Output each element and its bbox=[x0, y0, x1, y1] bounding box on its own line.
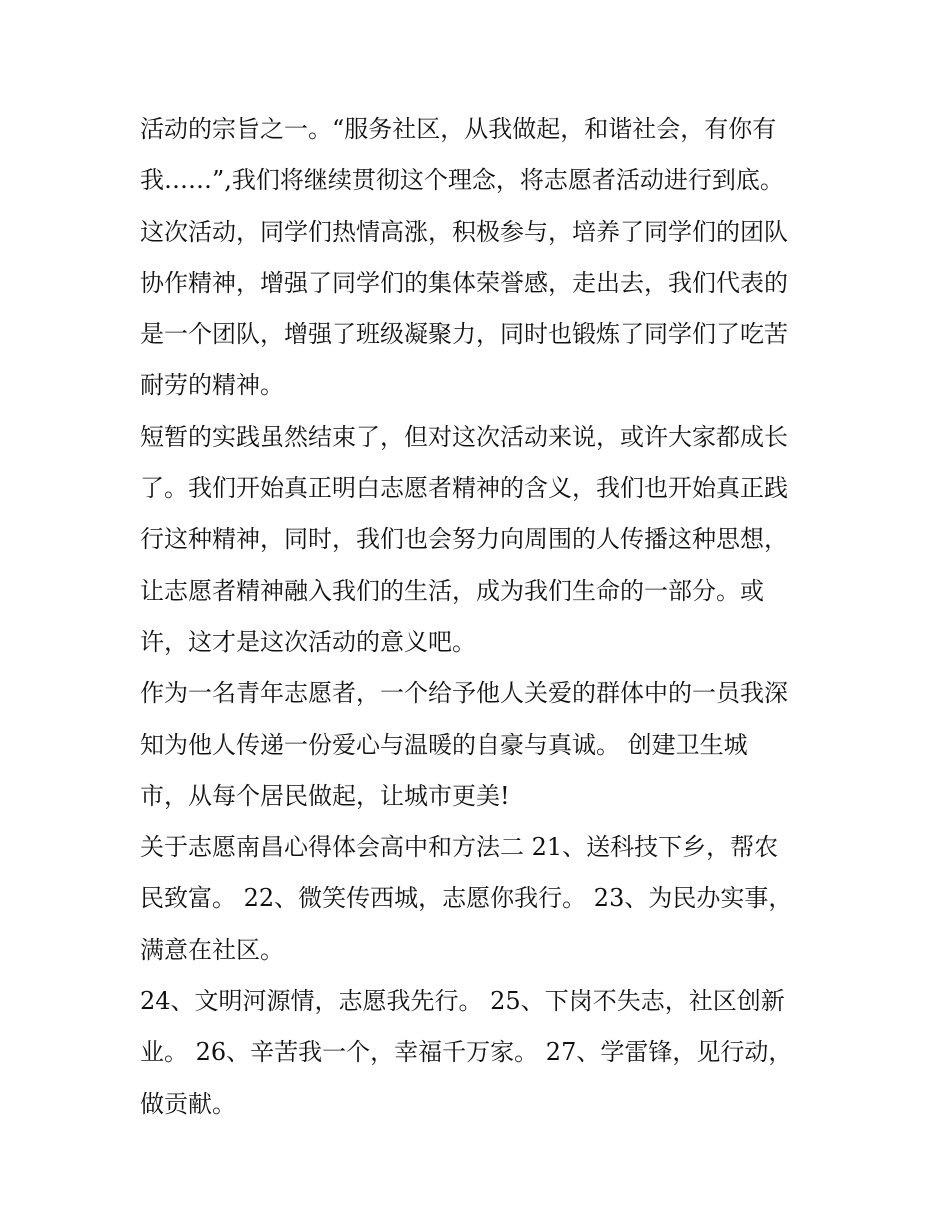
text-line: 许，这才是这次活动的意义吧。 bbox=[140, 627, 476, 656]
text-line: 知为他人传递一份爱心与温暖的自豪与真诚。 创建卫生城 bbox=[140, 730, 748, 759]
text-line: 这次活动，同学们热情高涨，积极参与，培养了同学们的团队 bbox=[140, 217, 788, 246]
text-line: 满意在社区。 bbox=[140, 935, 284, 964]
text-line: 关于志愿南昌心得体会高中和方法二 21、送科技下乡，帮农 bbox=[140, 833, 779, 862]
text-line: 耐劳的精神。 bbox=[140, 371, 284, 400]
text-line: 协作精神，增强了同学们的集体荣誉感，走出去，我们代表的 bbox=[140, 268, 788, 297]
text-line: 我……”,我们将继续贯彻这个理念，将志愿者活动进行到底。 bbox=[140, 166, 784, 195]
text-line: 作为一名青年志愿者，一个给予他人关爱的群体中的一员我深 bbox=[140, 679, 788, 708]
text-line: 了。我们开始真正明白志愿者精神的含义，我们也开始真正践 bbox=[140, 474, 788, 503]
text-line: 做贡献。 bbox=[140, 1089, 236, 1118]
text-line: 行这种精神，同时，我们也会努力向周围的人传播这种思想， bbox=[140, 525, 788, 554]
text-line: 是一个团队，增强了班级凝聚力，同时也锻炼了同学们了吃苦 bbox=[140, 320, 788, 349]
text-line: 民致富。 22、微笑传西城，志愿你我行。 23、为民办实事， bbox=[140, 884, 793, 913]
text-line: 业。 26、辛苦我一个，幸福千万家。 27、学雷锋，见行动， bbox=[140, 1038, 793, 1067]
text-line: 让志愿者精神融入我们的生活，成为我们生命的一部分。或 bbox=[140, 576, 764, 605]
text-line: 24、文明河源情，志愿我先行。 25、下岗不失志，社区创新 bbox=[140, 987, 785, 1016]
text-line: 短暂的实践虽然结束了，但对这次活动来说，或许大家都成长 bbox=[140, 422, 788, 451]
body-text bbox=[140, 104, 820, 1130]
text-line: 活动的宗旨之一。“服务社区，从我做起，和谐社会，有你有 bbox=[140, 115, 777, 143]
text-line: 市，从每个居民做起，让城市更美! bbox=[140, 781, 510, 810]
